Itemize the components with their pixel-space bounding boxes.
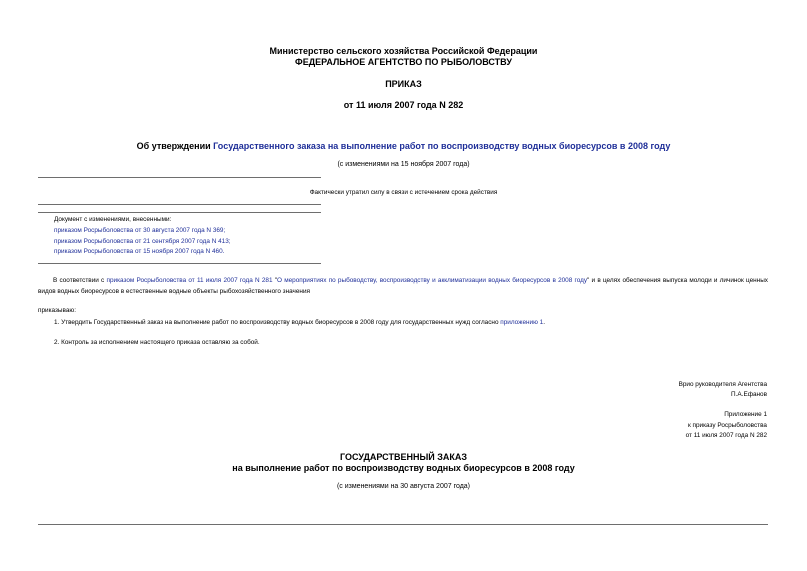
- signature-name: П.А.Ефанов: [731, 391, 767, 398]
- appendix-line-2: к приказу Росрыболовства: [687, 422, 767, 429]
- state-order-title: ГОСУДАРСТВЕННЫЙ ЗАКАЗ: [339, 452, 468, 462]
- divider: [38, 212, 321, 213]
- appendix-line-1: Приложение 1: [724, 411, 767, 418]
- document-type: ПРИКАЗ: [385, 79, 422, 89]
- state-order-subtitle: на выполнение работ по воспроизводству водных биоресурсов в 2008 году: [232, 463, 575, 473]
- divider: [38, 177, 321, 178]
- order-item-2: 2. Контроль за исполнением настоящего приказа оставляю за собой.: [54, 339, 260, 346]
- divider: [38, 263, 321, 264]
- preamble-link-measures[interactable]: О мероприятиях по рыбоводству, воспроизводству и акклиматизации водных биоресурсов в 2008 году: [277, 277, 588, 284]
- change-link-413[interactable]: приказом Росрыболовства от 21 сентября 2007 года N 413;: [54, 238, 231, 245]
- preamble-text: ": [272, 277, 278, 284]
- divider: [38, 524, 768, 525]
- preamble-text: " и в целях обеспечения выпуска молоди и личинок ценных видов водных биоресурсов в естественные водные объекты рыбохозяйственного значения: [38, 277, 768, 295]
- title-link[interactable]: Государственного заказа на выполнение работ по воспроизводству водных биоресурсов в 2008 году: [213, 141, 671, 151]
- preamble: [38, 275, 768, 297]
- item-text: .: [543, 319, 545, 326]
- change-link-460[interactable]: приказом Росрыболовства от 15 ноября 2007 года N 460.: [54, 248, 225, 255]
- signature-position: Врио руководителя Агентства: [678, 381, 767, 388]
- order-item-1: [54, 319, 545, 326]
- ministry-name: Министерство сельского хозяйства Российской Федерации: [269, 46, 538, 56]
- change-link-369[interactable]: приказом Росрыболовства от 30 августа 2007 года N 369;: [54, 227, 226, 234]
- preamble-link-order-281[interactable]: приказом Росрыболовства от 11 июля 2007 года N 281: [106, 277, 273, 284]
- preamble-text: В соответствии с: [53, 277, 107, 284]
- state-order-amended-note: (с изменениями на 30 августа 2007 года): [336, 483, 471, 490]
- order-word: приказываю:: [38, 307, 76, 314]
- appendix-line-3: от 11 июля 2007 года N 282: [685, 432, 767, 439]
- changes-intro: Документ с изменениями, внесенными:: [54, 216, 172, 223]
- appendix-1-link[interactable]: приложению 1: [500, 319, 544, 326]
- status-note: Фактически утратил силу в связи с истечением срока действия: [309, 189, 498, 196]
- document-title: [0, 141, 807, 151]
- title-prefix: Об утверждении: [136, 141, 214, 151]
- title-amended-note: (с изменениями на 15 ноября 2007 года): [337, 161, 470, 168]
- agency-name: ФЕДЕРАЛЬНОЕ АГЕНТСТВО ПО РЫБОЛОВСТВУ: [295, 57, 512, 67]
- document-date: от 11 июля 2007 года N 282: [343, 100, 464, 110]
- divider: [38, 204, 321, 205]
- item-text: 1. Утвердить Государственный заказ на выполнение работ по воспроизводству водных биоресурсов в 2008 году для государственных нужд согласно: [54, 319, 501, 326]
